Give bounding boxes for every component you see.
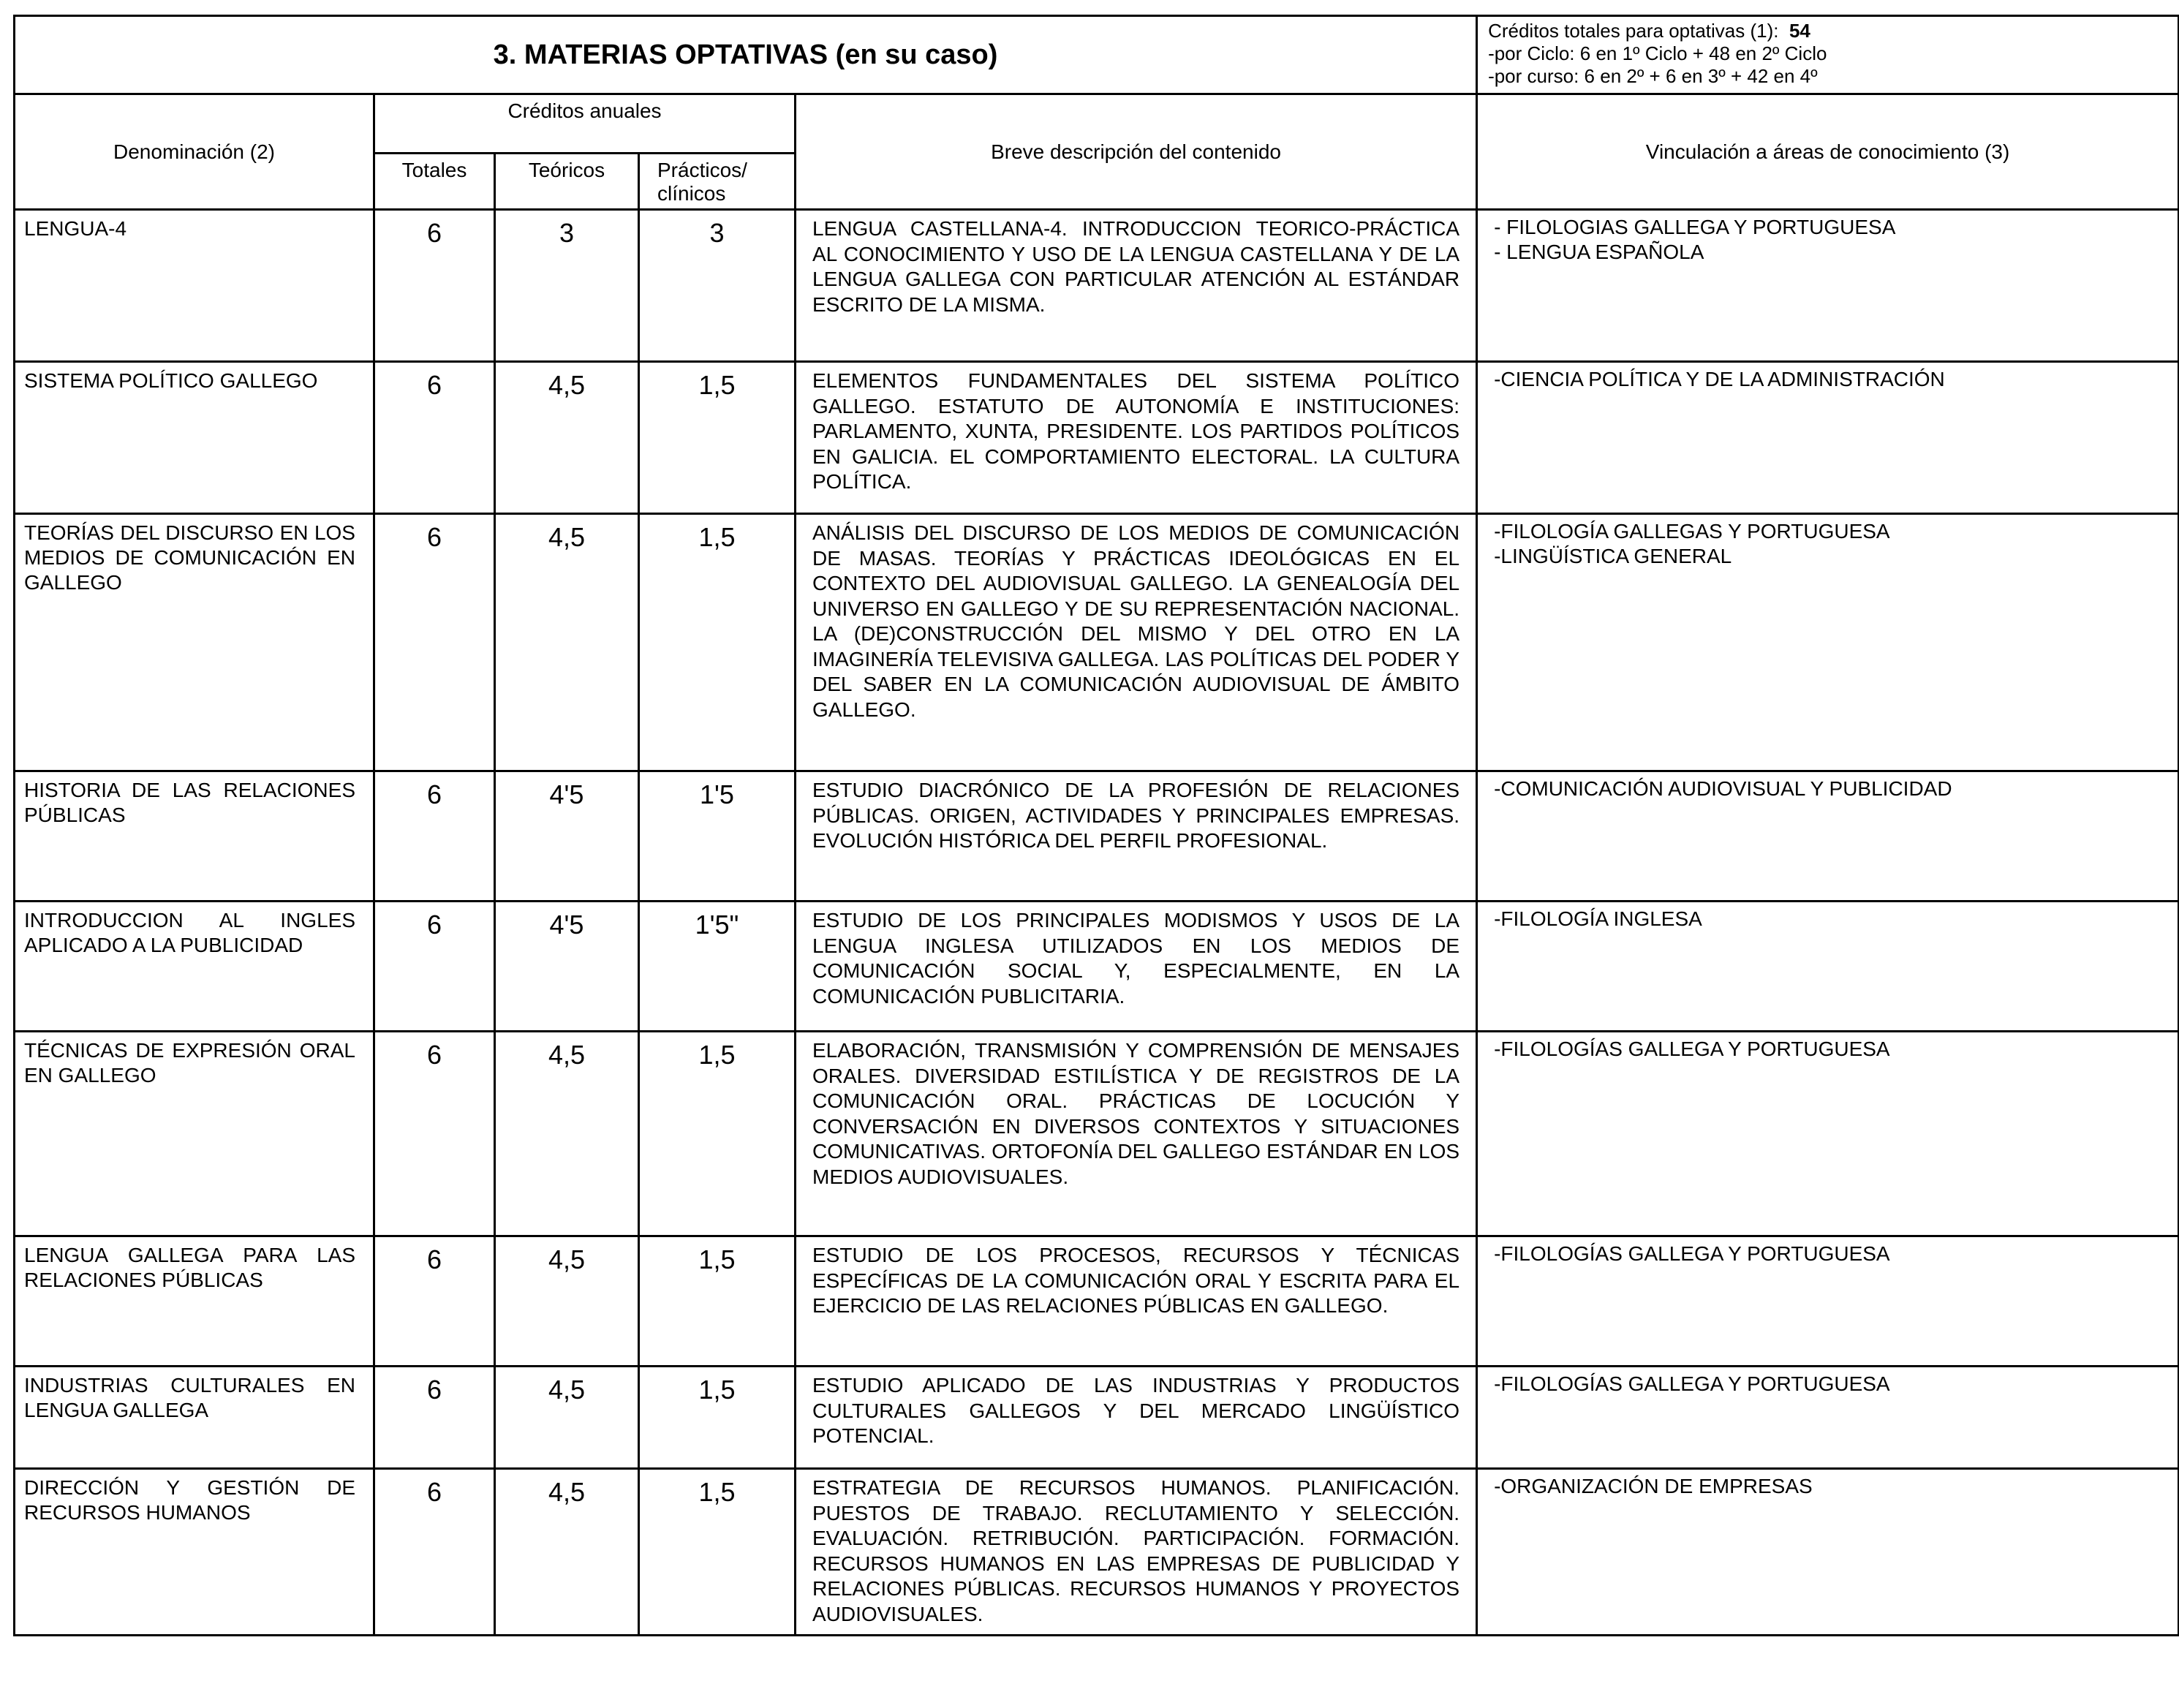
subject-description: ESTUDIO DIACRÓNICO DE LA PROFESIÓN DE RELACIONES PÚBLICAS. ORIGEN, ACTIVIDADES Y PRINCIPALES EMPRESAS. EVOLUCIÓN HISTÓRICA DEL PERFIL PROFESIONAL. bbox=[796, 771, 1477, 902]
subject-name: TEORÍAS DEL DISCURSO EN LOS MEDIOS DE COMUNICACIÓN EN GALLEGO bbox=[15, 514, 374, 771]
credits-totales: 6 bbox=[374, 1469, 495, 1636]
table-row bbox=[15, 362, 2179, 514]
credits-practicos: 1,5 bbox=[639, 362, 796, 514]
table-row bbox=[15, 902, 2179, 1032]
credits-teoricos: 4'5 bbox=[495, 902, 639, 1032]
subject-name: HISTORIA DE LAS RELACIONES PÚBLICAS bbox=[15, 771, 374, 902]
knowledge-area-item: -FILOLOGÍAS GALLEGA Y PORTUGUESA bbox=[1494, 1372, 1890, 1395]
subject-name: DIRECCIÓN Y GESTIÓN DE RECURSOS HUMANOS bbox=[15, 1469, 374, 1636]
credits-practicos: 1'5 bbox=[639, 771, 796, 902]
knowledge-area-item: -ORGANIZACIÓN DE EMPRESAS bbox=[1494, 1475, 1813, 1497]
credits-practicos: 1,5 bbox=[639, 1469, 796, 1636]
knowledge-areas bbox=[1477, 902, 2179, 1032]
knowledge-area-item: -FILOLOGÍA INGLESA bbox=[1494, 907, 1702, 930]
credits-teoricos: 4,5 bbox=[495, 1032, 639, 1236]
credits-por-ciclo: -por Ciclo: 6 en 1º Ciclo + 48 en 2º Ciclo bbox=[1488, 42, 1827, 64]
knowledge-area-item: -FILOLOGÍA GALLEGAS Y PORTUGUESA bbox=[1494, 520, 1890, 543]
credits-por-curso: -por curso: 6 en 2º + 6 en 3º + 42 en 4º bbox=[1488, 65, 1818, 87]
table-row bbox=[15, 1469, 2179, 1636]
subject-name: LENGUA GALLEGA PARA LAS RELACIONES PÚBLICAS bbox=[15, 1236, 374, 1367]
knowledge-area-item: -LINGÜÍSTICA GENERAL bbox=[1494, 545, 1732, 567]
credits-totales: 6 bbox=[374, 1236, 495, 1367]
subject-description: ESTRATEGIA DE RECURSOS HUMANOS. PLANIFICACIÓN. PUESTOS DE TRABAJO. RECLUTAMIENTO Y SELECCIÓN. EVALUACIÓN. RETRIBUCIÓN. PARTICIPACIÓN. FORMACIÓN. RECURSOS HUMANOS EN LAS EMPRESAS DE PUBLICIDAD Y RELACIONES PÚBLICAS. RECURSOS HUMANOS Y PROYECTOS AUDIOVISUALES. bbox=[796, 1469, 1477, 1636]
credits-teoricos: 4,5 bbox=[495, 1469, 639, 1636]
subject-description: ESTUDIO DE LOS PRINCIPALES MODISMOS Y USOS DE LA LENGUA INGLESA UTILIZADOS EN LOS MEDIOS DE COMUNICACIÓN SOCIAL Y, ESPECIALMENTE, EN LA COMUNICACIÓN PUBLICITARIA. bbox=[796, 902, 1477, 1032]
credits-teoricos: 4,5 bbox=[495, 362, 639, 514]
credits-totales: 6 bbox=[374, 1032, 495, 1236]
credits-totales: 6 bbox=[374, 210, 495, 362]
page-title: 3. MATERIAS OPTATIVAS (en su caso) bbox=[15, 16, 1477, 94]
header-creditos-anuales: Créditos anuales bbox=[374, 94, 796, 154]
table-row bbox=[15, 1236, 2179, 1367]
subject-name: SISTEMA POLÍTICO GALLEGO bbox=[15, 362, 374, 514]
subject-name: LENGUA-4 bbox=[15, 210, 374, 362]
credits-practicos: 1,5 bbox=[639, 1032, 796, 1236]
credits-total-line: Créditos totales para optativas (1): 54 bbox=[1488, 20, 1810, 42]
knowledge-area-item: - LENGUA ESPAÑOLA bbox=[1494, 241, 1704, 263]
header-descripcion: Breve descripción del contenido bbox=[796, 94, 1477, 210]
credits-practicos: 1'5" bbox=[639, 902, 796, 1032]
knowledge-area-item: -FILOLOGÍAS GALLEGA Y PORTUGUESA bbox=[1494, 1242, 1890, 1265]
subject-description: ELEMENTOS FUNDAMENTALES DEL SISTEMA POLÍTICO GALLEGO. ESTATUTO DE AUTONOMÍA E INSTITUCIONES: PARLAMENTO, XUNTA, PRESIDENTE. LOS PARTIDOS POLÍTICOS EN GALICIA. EL COMPORTAMIENTO ELECTORAL. LA CULTURA POLÍTICA. bbox=[796, 362, 1477, 514]
credits-summary bbox=[1477, 16, 2179, 94]
table-row bbox=[15, 1367, 2179, 1469]
knowledge-areas bbox=[1477, 362, 2179, 514]
credits-totales: 6 bbox=[374, 902, 495, 1032]
subject-name: TÉCNICAS DE EXPRESIÓN ORAL EN GALLEGO bbox=[15, 1032, 374, 1236]
knowledge-area-item: -CIENCIA POLÍTICA Y DE LA ADMINISTRACIÓN bbox=[1494, 368, 1945, 390]
subject-description: ESTUDIO DE LOS PROCESOS, RECURSOS Y TÉCNICAS ESPECÍFICAS DE LA COMUNICACIÓN ORAL Y ESCRITA PARA EL EJERCICIO DE LAS RELACIONES PÚBLICAS EN GALLEGO. bbox=[796, 1236, 1477, 1367]
subject-name: INTRODUCCION AL INGLES APLICADO A LA PUBLICIDAD bbox=[15, 902, 374, 1032]
credits-total-value: 54 bbox=[1789, 20, 1810, 42]
credits-practicos: 1,5 bbox=[639, 1367, 796, 1469]
credits-totales: 6 bbox=[374, 771, 495, 902]
knowledge-areas bbox=[1477, 1367, 2179, 1469]
title-row bbox=[15, 16, 2179, 94]
knowledge-areas bbox=[1477, 514, 2179, 771]
header-denominacion: Denominación (2) bbox=[15, 94, 374, 210]
knowledge-area-item: - FILOLOGIAS GALLEGA Y PORTUGUESA bbox=[1494, 216, 1896, 238]
table-row bbox=[15, 514, 2179, 771]
subject-description: ESTUDIO APLICADO DE LAS INDUSTRIAS Y PRODUCTOS CULTURALES GALLEGOS Y DEL MERCADO LINGÜÍSTICO POTENCIAL. bbox=[796, 1367, 1477, 1469]
table-row bbox=[15, 1032, 2179, 1236]
credits-practicos: 3 bbox=[639, 210, 796, 362]
header-teoricos: Teóricos bbox=[495, 154, 639, 210]
subject-description: ANÁLISIS DEL DISCURSO DE LOS MEDIOS DE COMUNICACIÓN DE MASAS. TEORÍAS Y PRÁCTICAS IDEOLÓGICAS EN EL CONTEXTO DEL AUDIOVISUAL GALLEGO. LA GENEALOGÍA DEL UNIVERSO EN GALLEGO Y DE SU REPRESENTACIÓN NACIONAL. LA (DE)CONSTRUCCIÓN DEL MISMO Y DEL OTRO EN LA IMAGINERÍA TELEVISIVA GALLEGA. LAS POLÍTICAS DEL PODER Y DEL SABER EN LA COMUNICACIÓN AUDIOVISUAL DE ÁMBITO GALLEGO. bbox=[796, 514, 1477, 771]
knowledge-areas bbox=[1477, 210, 2179, 362]
header-totales: Totales bbox=[374, 154, 495, 210]
subject-description: ELABORACIÓN, TRANSMISIÓN Y COMPRENSIÓN DE MENSAJES ORALES. DIVERSIDAD ESTILÍSTICA Y DE REGISTROS DE LA COMUNICACIÓN ORAL. PRÁCTICAS DE LOCUCIÓN Y CONVERSACIÓN EN DIVERSOS CONTEXTOS Y SITUACIONES COMUNICATIVAS. ORTOFONÍA DEL GALLEGO ESTÁNDAR EN LOS MEDIOS AUDIOVISUALES. bbox=[796, 1032, 1477, 1236]
knowledge-areas bbox=[1477, 1236, 2179, 1367]
subject-name: INDUSTRIAS CULTURALES EN LENGUA GALLEGA bbox=[15, 1367, 374, 1469]
table-row bbox=[15, 210, 2179, 362]
credits-practicos: 1,5 bbox=[639, 1236, 796, 1367]
knowledge-areas bbox=[1477, 1032, 2179, 1236]
credits-teoricos: 3 bbox=[495, 210, 639, 362]
credits-totales: 6 bbox=[374, 514, 495, 771]
credits-practicos: 1,5 bbox=[639, 514, 796, 771]
credits-teoricos: 4'5 bbox=[495, 771, 639, 902]
credits-totales: 6 bbox=[374, 362, 495, 514]
header-practicos: Prácticos/ clínicos bbox=[639, 154, 796, 210]
knowledge-areas bbox=[1477, 771, 2179, 902]
credits-teoricos: 4,5 bbox=[495, 1367, 639, 1469]
knowledge-areas bbox=[1477, 1469, 2179, 1636]
subject-description: LENGUA CASTELLANA-4. INTRODUCCION TEORICO-PRÁCTICA AL CONOCIMIENTO Y USO DE LA LENGUA CASTELLANA Y DE LA LENGUA GALLEGA CON PARTICULAR ATENCIÓN AL ESTÁNDAR ESCRITO DE LA MISMA. bbox=[796, 210, 1477, 362]
table-row bbox=[15, 771, 2179, 902]
credits-teoricos: 4,5 bbox=[495, 514, 639, 771]
credits-totales: 6 bbox=[374, 1367, 495, 1469]
header-vinculacion: Vinculación a áreas de conocimiento (3) bbox=[1477, 94, 2179, 210]
knowledge-area-item: -COMUNICACIÓN AUDIOVISUAL Y PUBLICIDAD bbox=[1494, 777, 1952, 800]
optativas-table bbox=[13, 15, 2179, 1636]
credits-teoricos: 4,5 bbox=[495, 1236, 639, 1367]
column-header-row-1 bbox=[15, 94, 2179, 154]
knowledge-area-item: -FILOLOGÍAS GALLEGA Y PORTUGUESA bbox=[1494, 1038, 1890, 1060]
